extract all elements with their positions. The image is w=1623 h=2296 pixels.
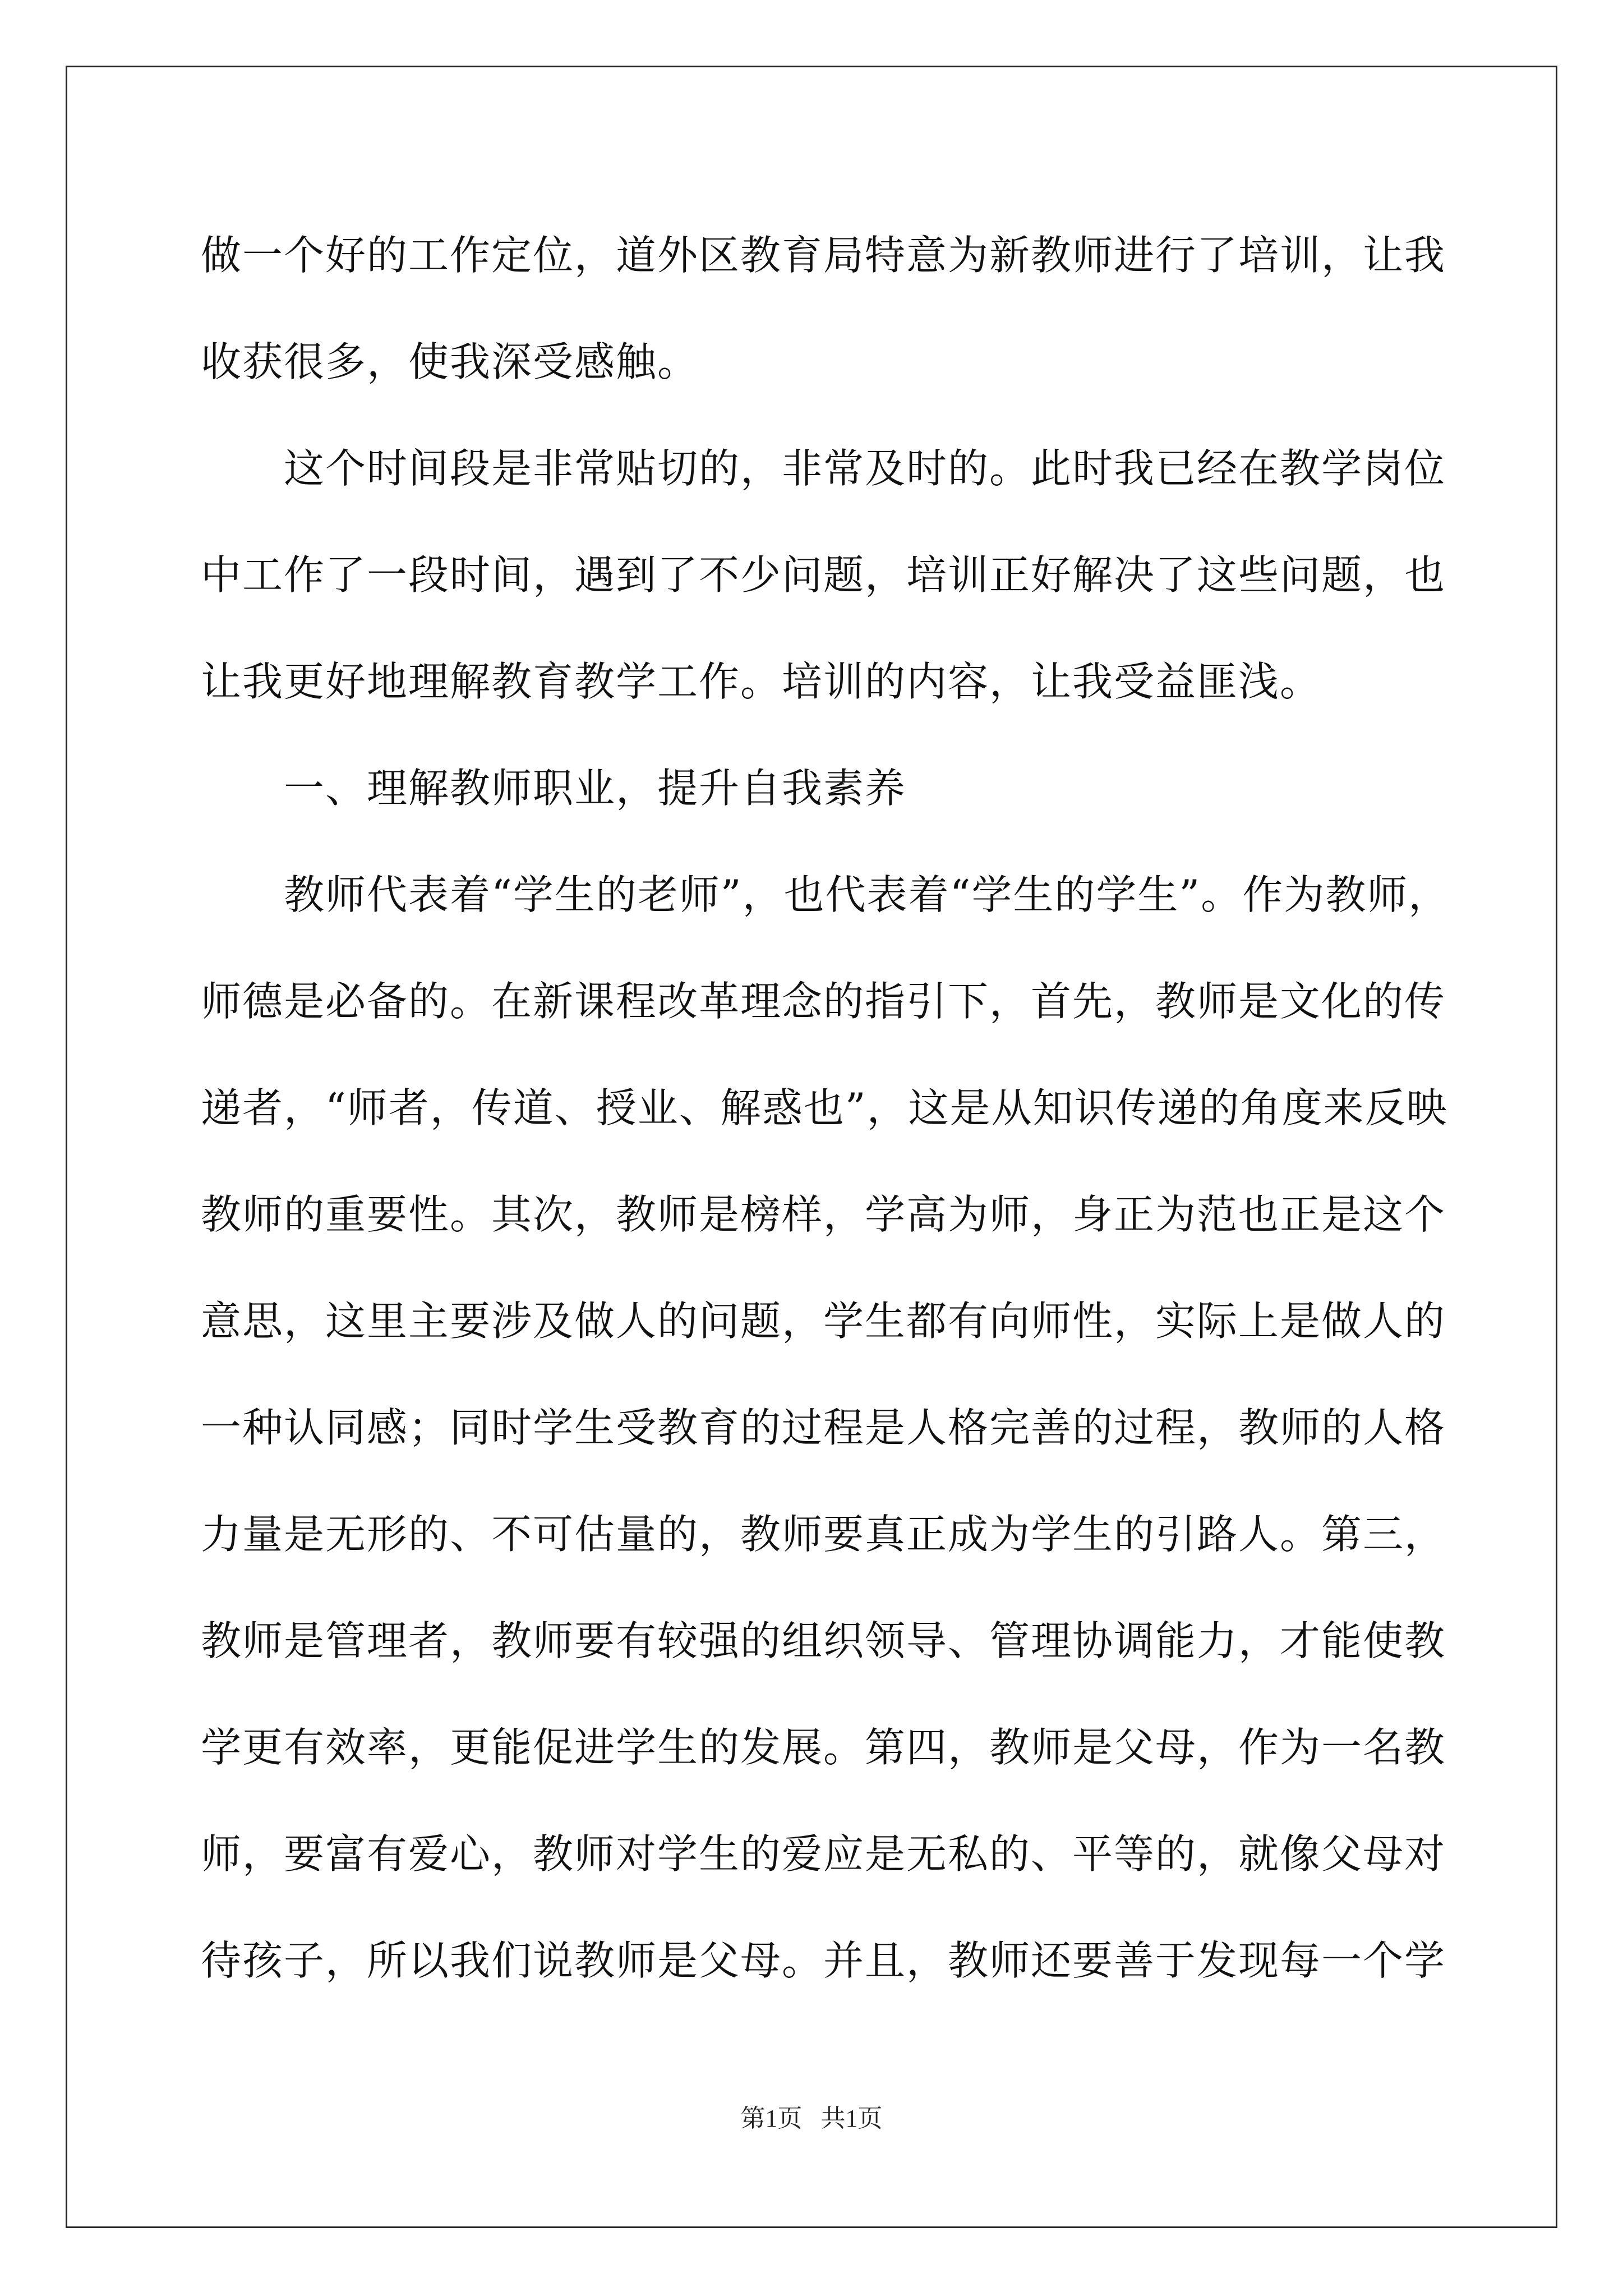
document-body xyxy=(201,202,1450,2014)
text-line: 递者，“师者，传道、授业、解惑也”，这是从知识传递的角度来反映 xyxy=(201,1084,1448,1131)
text-line: 一种认同感；同时学生受教育的过程是人格完善的过程，教师的人格 xyxy=(201,1404,1446,1451)
text-line: 一、理解教师职业，提升自我素养 xyxy=(284,765,907,812)
text-line: 让我更好地理解教育教学工作。培训的内容，让我受益匪浅。 xyxy=(201,658,1322,705)
text-line: 教师的重要性。其次，教师是榜样，学高为师，身正为范也正是这个 xyxy=(201,1191,1446,1238)
text-line: 待孩子，所以我们说教师是父母。并且，教师还要善于发现每一个学 xyxy=(201,1937,1446,1984)
text-line: 师德是必备的。在新课程改革理念的指引下，首先，教师是文化的传 xyxy=(201,978,1446,1025)
text-line: 教师代表着“学生的老师”，也代表着“学生的学生”。作为教师， xyxy=(284,871,1450,918)
text-line: 意思，这里主要涉及做人的问题，学生都有向师性，实际上是做人的 xyxy=(201,1297,1446,1345)
text-line: 中工作了一段时间，遇到了不少问题，培训正好解决了这些问题，也 xyxy=(201,551,1446,599)
text-line: 力量是无形的、不可估量的，教师要真正成为学生的引路人。第三， xyxy=(201,1511,1446,1558)
text-line: 做一个好的工作定位，道外区教育局特意为新教师进行了培训，让我 xyxy=(201,232,1446,279)
text-line: 师，要富有爱心，教师对学生的爱应是无私的、平等的，就像父母对 xyxy=(201,1830,1446,1878)
text-line: 学更有效率，更能促进学生的发展。第四，教师是父母，作为一名教 xyxy=(201,1724,1446,1771)
text-line: 收获很多，使我深受感触。 xyxy=(201,338,699,385)
page-number-footer: 第1页 共1页 xyxy=(740,2105,883,2132)
text-line: 教师是管理者，教师要有较强的组织领导、管理协调能力，才能使教 xyxy=(201,1617,1446,1664)
text-line: 这个时间段是非常贴切的，非常及时的。此时我已经在教学岗位 xyxy=(284,445,1446,492)
